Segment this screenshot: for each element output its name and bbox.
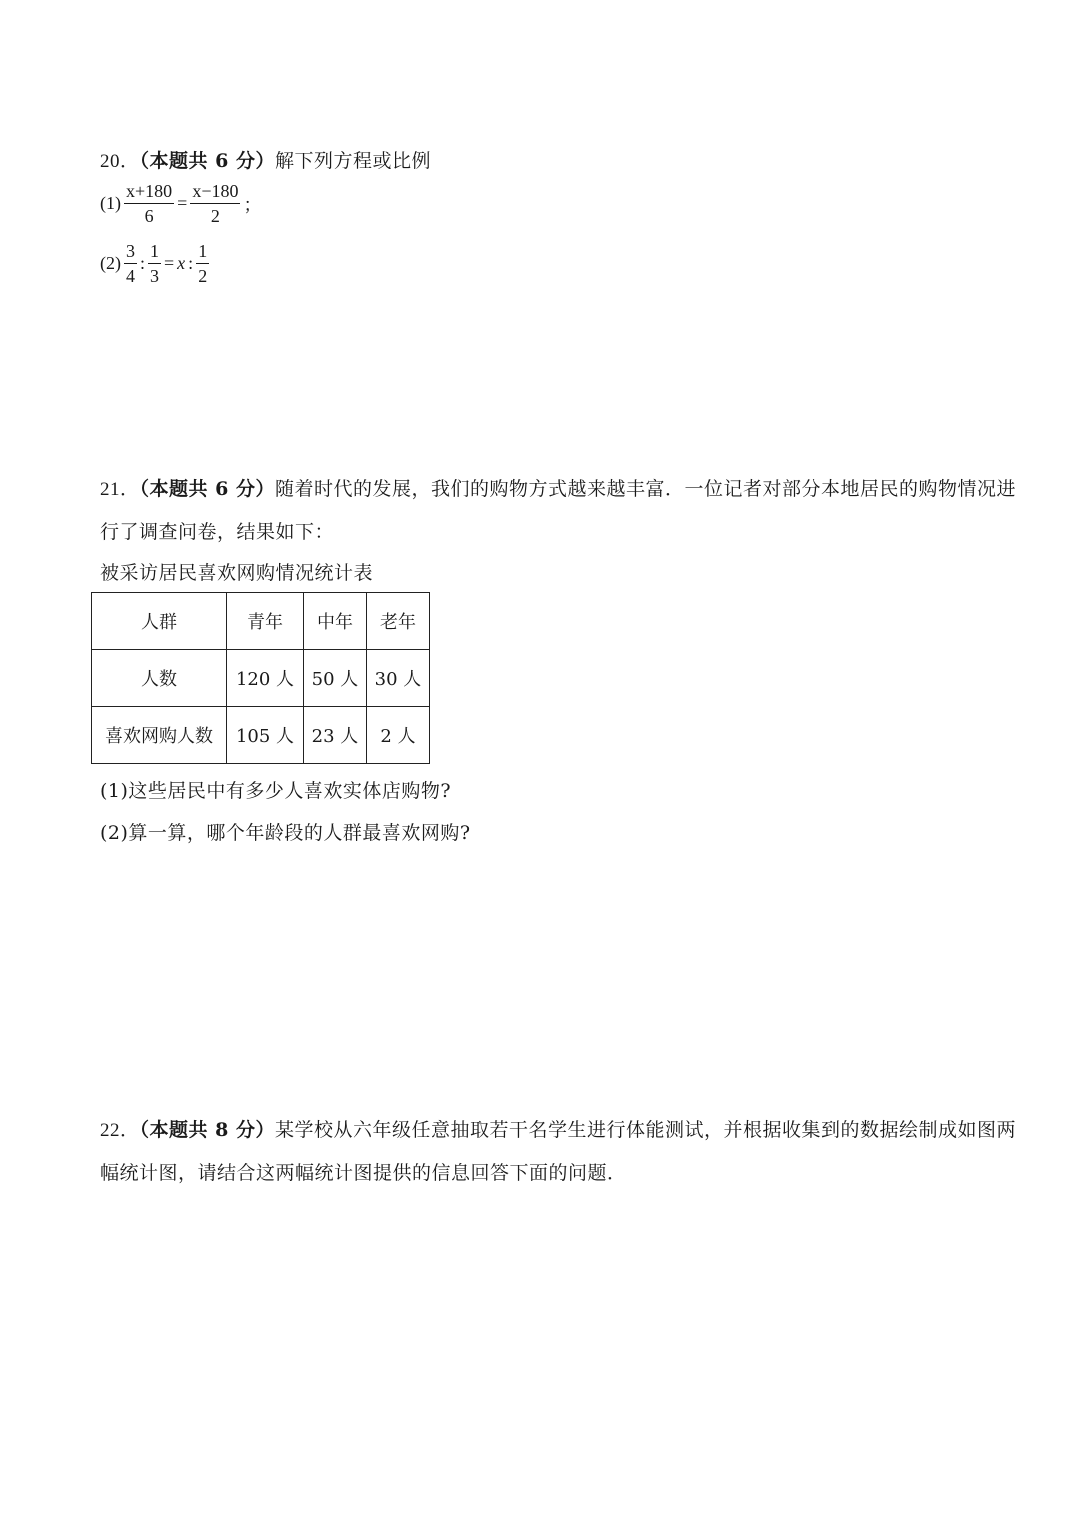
q21-subquestion-2: (2)算一算，哪个年龄段的人群最喜欢网购? (100, 822, 471, 844)
ratio-colon: : (188, 253, 194, 273)
fraction-numerator: 1 (196, 242, 209, 264)
table-title: 被采访居民喜欢网购情况统计表 (100, 562, 374, 584)
table-header-row (92, 593, 430, 650)
fraction-denominator: 3 (150, 266, 160, 286)
q22-number: 22． (100, 1120, 140, 1141)
table-cell: 30 人 (367, 650, 430, 707)
q20-p1-right-fraction (190, 182, 240, 225)
q21-number: 21． (100, 479, 140, 500)
fraction-b (148, 242, 161, 285)
fraction-denominator: 2 (210, 206, 220, 226)
q21-subquestion-1: (1)这些居民中有多少人喜欢实体店购物? (100, 780, 452, 802)
table-cell: 青年 (227, 593, 304, 650)
fraction-a (124, 242, 137, 285)
q20-points: （本题共 6 分） (139, 150, 275, 172)
q20-heading (100, 146, 431, 173)
variable-x: x (177, 253, 186, 273)
table-cell: 老年 (367, 593, 430, 650)
table-cell: 喜欢网购人数 (92, 707, 227, 764)
fraction-denominator: 6 (144, 206, 154, 226)
table-cell: 120 人 (227, 650, 304, 707)
q20-text: 解下列方程或比例 (274, 150, 431, 172)
table-cell: 2 人 (367, 707, 430, 764)
ratio-colon: : (140, 253, 146, 273)
fraction-numerator: x+180 (124, 182, 174, 204)
q22-heading (100, 1115, 1016, 1142)
equals-sign: = (177, 193, 188, 213)
fraction-denominator: 4 (126, 266, 135, 286)
q22-points: （本题共 8 分） (139, 1119, 275, 1141)
q20-p1-left-fraction (124, 182, 174, 225)
fraction-numerator: 1 (148, 242, 161, 264)
equals-sign: = (164, 253, 175, 273)
table-cell: 人数 (92, 650, 227, 707)
q20-equation-1 (100, 182, 261, 225)
table-cell: 人群 (92, 593, 227, 650)
table-cell: 105 人 (227, 707, 304, 764)
fraction-c (196, 242, 209, 285)
q22-text-line2: 幅统计图，请结合这两幅统计图提供的信息回答下面的问题． (100, 1162, 627, 1184)
q21-points: （本题共 6 分） (139, 478, 275, 500)
q22-text-line1: 某学校从六年级任意抽取若干名学生进行体能测试，并根据收集到的数据绘制成如图两 (274, 1119, 1016, 1141)
q21-heading (100, 474, 1016, 501)
table-cell: 中年 (304, 593, 367, 650)
table-row (92, 707, 430, 764)
fraction-numerator: 3 (124, 242, 137, 264)
table-cell: 23 人 (304, 707, 367, 764)
q20-number: 20． (100, 151, 140, 172)
table-cell: 50 人 (304, 650, 367, 707)
q21-text-line1: 随着时代的发展，我们的购物方式越来越丰富．一位记者对部分本地居民的购物情况进 (274, 478, 1016, 500)
table-row (92, 650, 430, 707)
fraction-denominator: 2 (198, 266, 208, 286)
q20-p1-label: (1) (100, 193, 121, 213)
statistics-table (91, 592, 430, 764)
q21-text-line2: 行了调查问卷，结果如下： (100, 521, 335, 543)
q20-equation-2 (100, 242, 209, 285)
q20-p2-label: (2) (100, 253, 121, 273)
semicolon: ； (243, 194, 262, 215)
fraction-numerator: x−180 (190, 182, 240, 204)
